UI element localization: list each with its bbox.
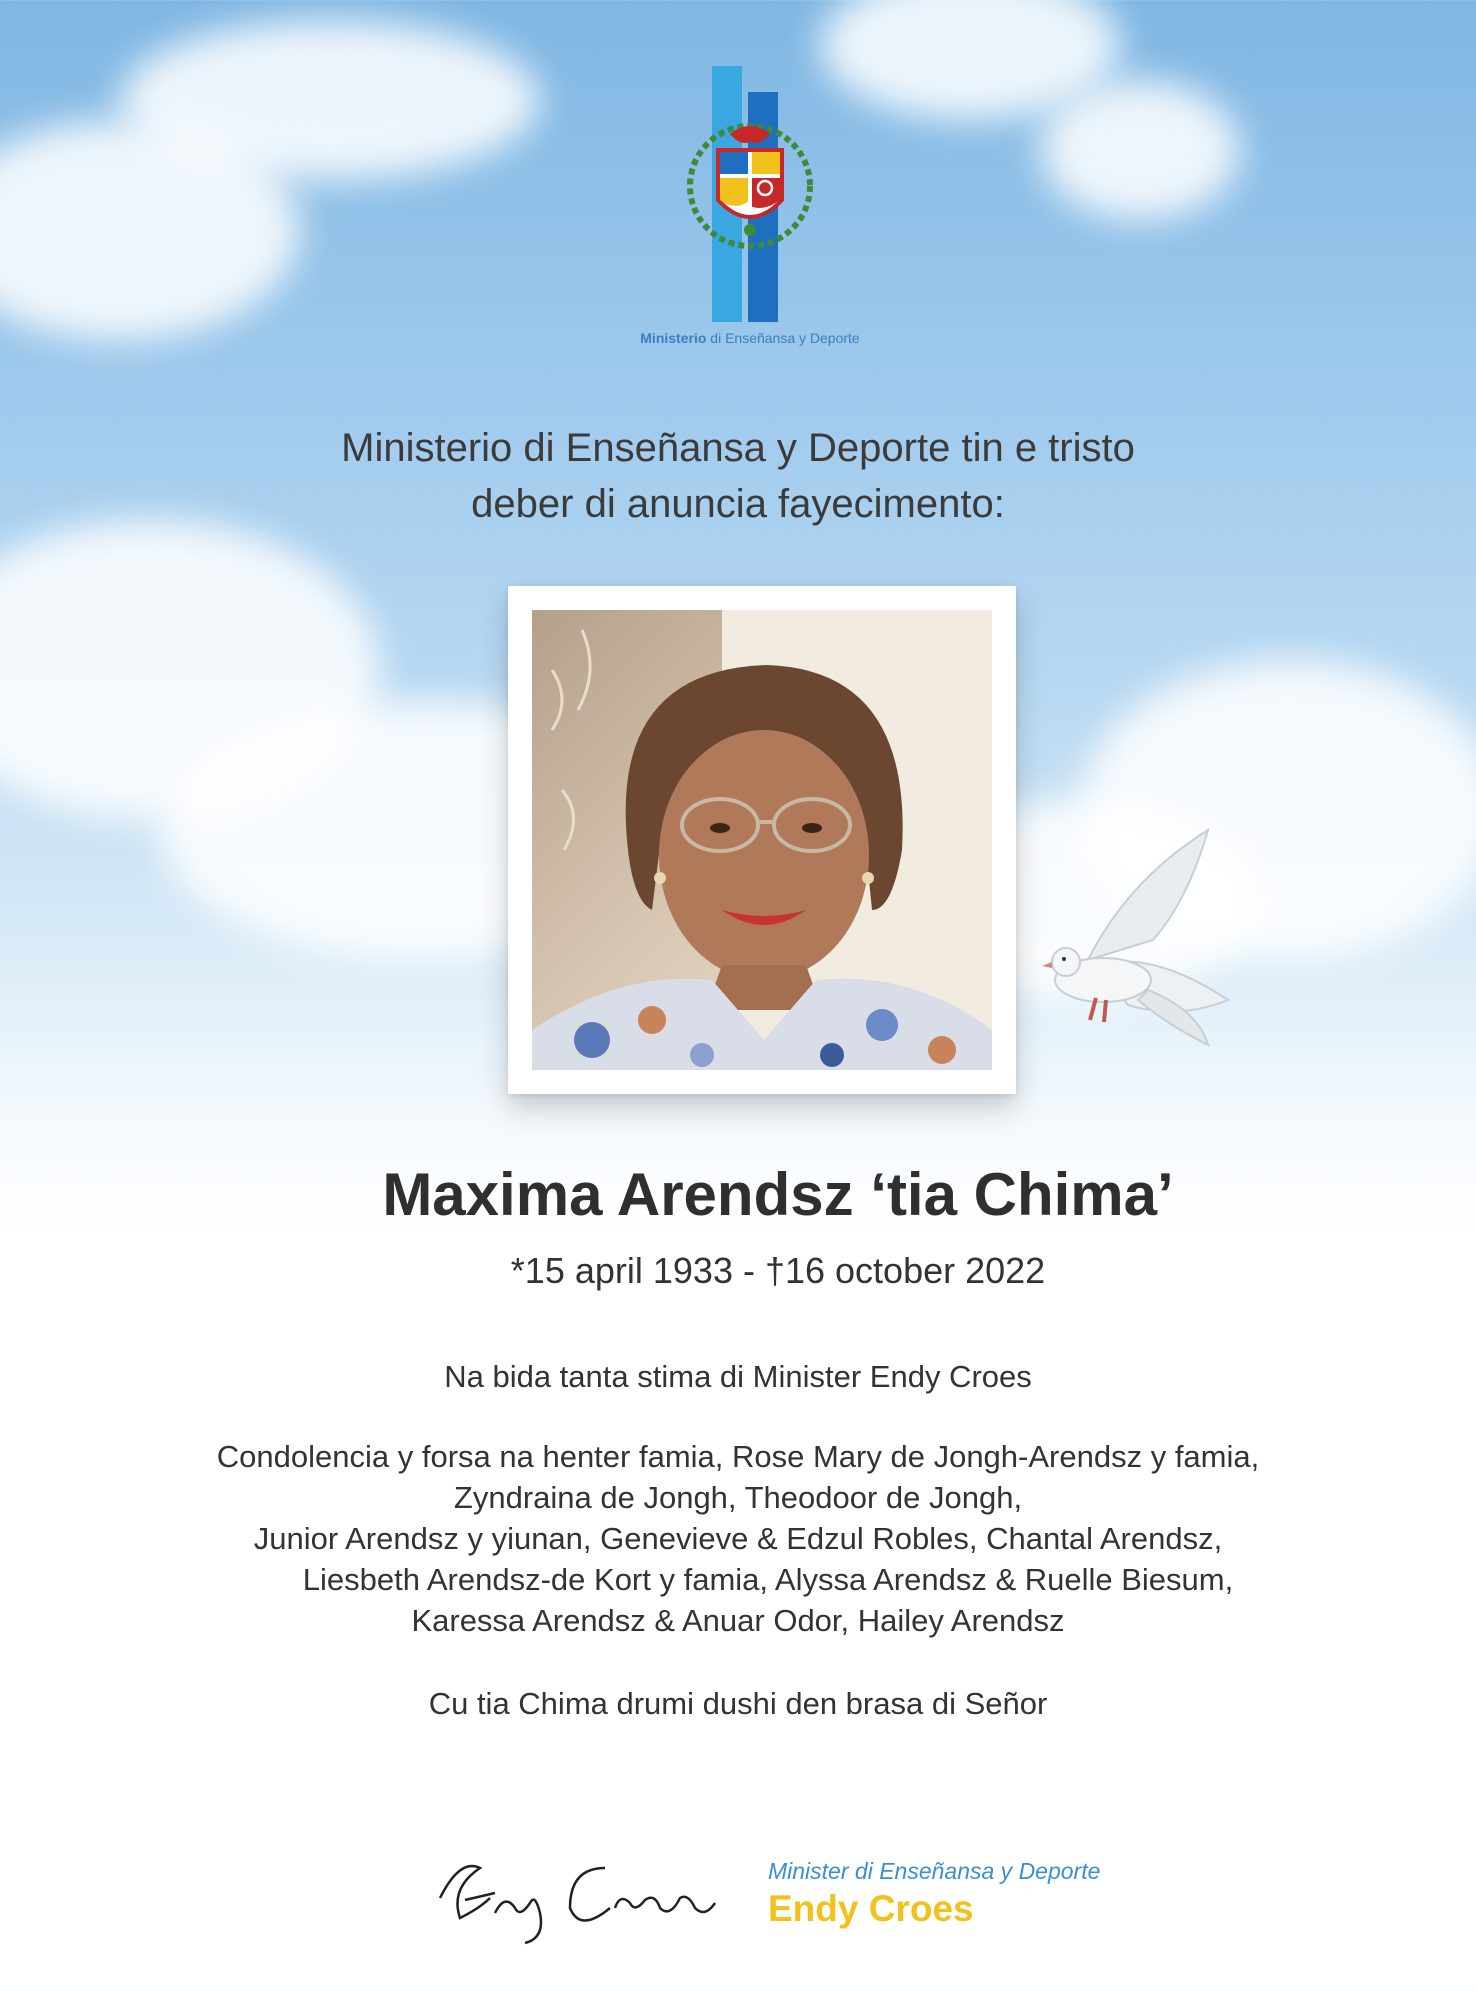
coat-of-arms-icon [680,112,820,252]
condolence-line: Condolencia y forsa na henter famia, Rose Mary de Jongh-Arendsz y famia, [216,1439,1260,1474]
condolence-line: Junior Arendsz y yiunan, Genevieve & Edzul Robles, Chantal Arendsz, [253,1521,1223,1556]
life-dates: *15 april 1933 - †16 october 2022 [510,1250,1046,1291]
portrait-photo [532,610,992,1070]
announcement-line-1: Ministerio di Enseñansa y Deporte tin e tristo [341,426,1135,470]
condolence-line: Karessa Arendsz & Anuar Odor, Hailey Arendsz [411,1603,1065,1638]
closing-text: Cu tia Chima drumi dushi den brasa di Señor [428,1686,1048,1721]
cloud [1040,80,1240,220]
cloud [120,20,540,180]
minister-name: Endy Croes [768,1888,974,1929]
portrait-frame [508,586,1016,1094]
portrait-illustration [532,610,992,1070]
announcement-heading [180,420,1296,532]
signature [420,1838,720,1948]
announcement-line-2: deber di anuncia fayecimento: [471,482,1005,526]
ministry-logo [670,62,830,322]
condolence-line: Zyndraina de Jongh, Theodoor de Jongh, [453,1480,1023,1515]
logo-caption [560,330,940,346]
dedication-text: Na bida tanta stima di Minister Endy Croes [444,1359,1032,1394]
logo-caption-strong: Ministerio [640,330,707,346]
logo-caption-rest: di Enseñansa y Deporte [710,330,860,346]
minister-title: Minister di Enseñansa y Deporte [768,1858,1101,1884]
deceased-name: Maxima Arendsz ‘tia Chima’ [382,1161,1174,1228]
condolence-line: Liesbeth Arendsz-de Kort y famia, Alyssa Arendsz & Ruelle Biesum, [302,1562,1234,1597]
condolence-text [100,1436,1376,1641]
dove-icon [978,820,1248,1070]
